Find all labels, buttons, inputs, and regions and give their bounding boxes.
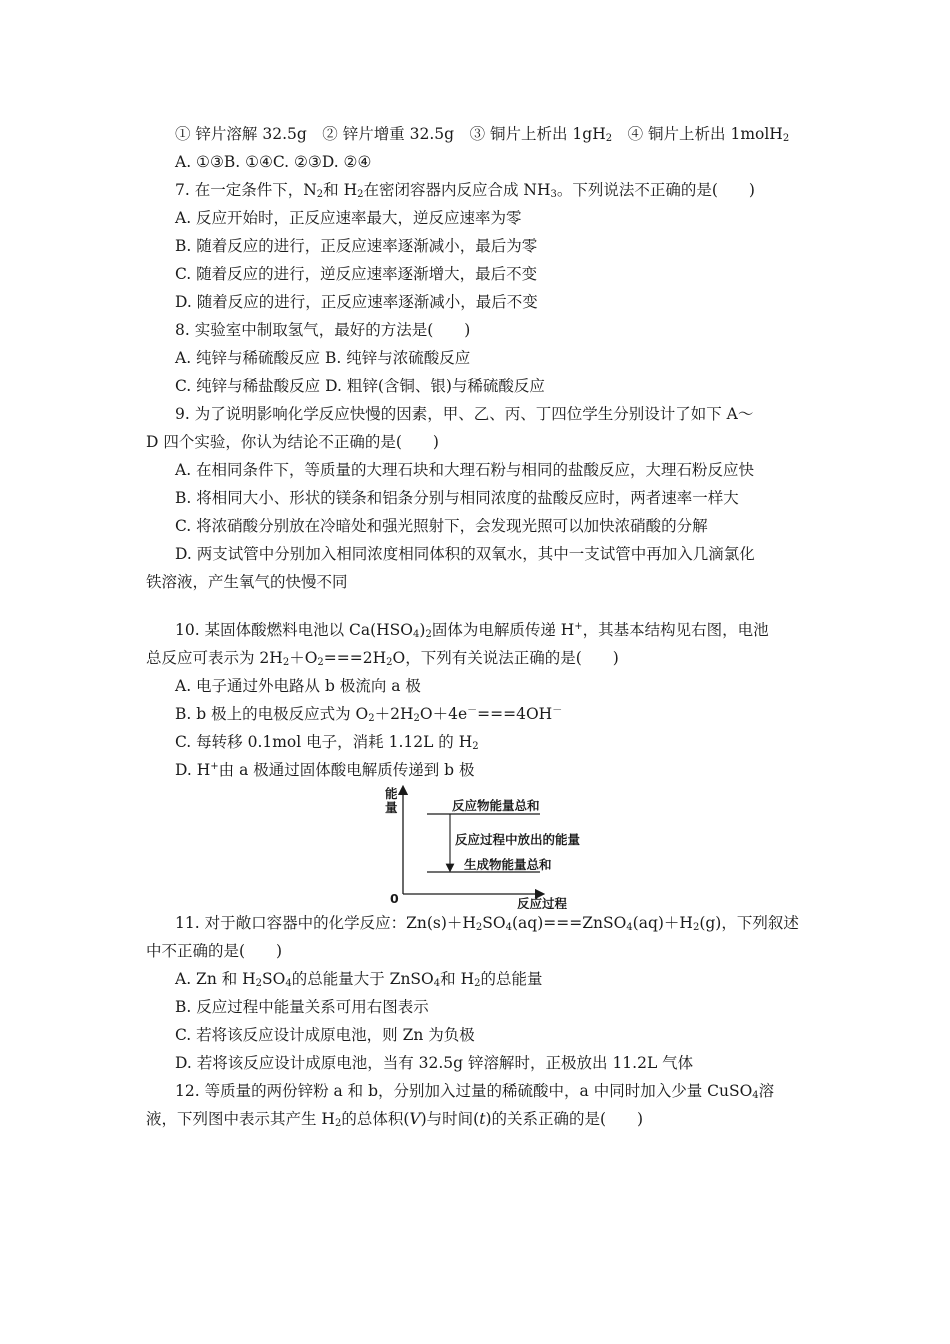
y-axis-label-2: 量 — [385, 800, 398, 815]
q11-option-d: D. 若将该反应设计成原电池，当有 32.5g 锌溶解时，正极放出 11.2L 气体 — [175, 1054, 694, 1072]
q9-option-b: B. 将相同大小、形状的镁条和铝条分别与相同浓度的盐酸反应时，两者速率一样大 — [175, 489, 739, 507]
q11-option-c: C. 若将该反应设计成原电池，则 Zn 为负极 — [175, 1026, 475, 1044]
q12-stem-cont: 液，下列图中表示其产生 $H_2$的总体积(V)与时间(t)的关系正确的是( ) — [146, 1110, 644, 1129]
q9-stem-cont: D 四个实验，你认为结论不正确的是( ) — [146, 433, 439, 451]
document-page — [146, 120, 810, 1133]
q7-option-b: B. 随着反应的进行，正反应速率逐渐减小，最后为零 — [175, 237, 538, 255]
q7-stem: 7. 在一定条件下，$N_2$和 $H_2$在密闭容器内反应合成 $NH_3$。下列说法不正确的是( ) — [175, 181, 755, 200]
q11-stem: 11. 对于敞口容器中的化学反应：$Zn(s)+H_2SO_4(aq)===ZnSO_4(aq)+H_2(g)$，下列叙述 — [175, 914, 799, 933]
q8-stem: 8. 实验室中制取氢气，最好的方法是( ) — [175, 321, 471, 339]
q10-stem: 10. 某固体酸燃料电池以 $Ca(HSO_4)_2$固体为电解质传递 H+，其基本结构见右图，电池 — [175, 621, 769, 640]
q12-stem: 12. 等质量的两份锌粉 a 和 b，分别加入过量的稀硫酸中，a 中同时加入少量 CuSO$_4$溶 — [175, 1082, 775, 1101]
q9-option-d-cont: 铁溶液，产生氧气的快慢不同 — [146, 573, 348, 591]
q7-option-a: A. 反应开始时，正反应速率最大，逆反应速率为零 — [175, 209, 522, 227]
products-label: 生成物能量总和 — [464, 857, 552, 872]
q11-stem-cont: 中不正确的是( ) — [146, 942, 283, 960]
released-label: 反应过程中放出的能量 — [455, 832, 581, 847]
q7-option-c: C. 随着反应的进行，逆反应速率逐渐增大，最后不变 — [175, 265, 538, 283]
origin-label: 0 — [390, 891, 399, 906]
q10-stem-cont: 总反应可表示为 $2H_2+O_2===2H_2O$，下列有关说法正确的是( ) — [146, 649, 619, 668]
y-axis-label-1: 能 — [385, 786, 398, 801]
q11-option-a: A. Zn 和 $H_2SO_4$的总能量大于 ZnSO$_4$和 $H_2$的总能量 — [175, 970, 543, 989]
q7-option-d: D. 随着反应的进行，正反应速率逐渐减小，最后不变 — [175, 293, 538, 311]
q11-option-b: B. 反应过程中能量关系可用右图表示 — [175, 998, 429, 1016]
q9-option-d: D. 两支试管中分别加入相同浓度相同体积的双氧水，其中一支试管中再加入几滴氯化 — [175, 545, 755, 563]
q6-choices: A. ①③B. ①④C. ②③D. ②④ — [175, 153, 372, 171]
q10-option-a: A. 电子通过外电路从 b 极流向 a 极 — [175, 677, 421, 695]
q9-option-c: C. 将浓硝酸分别放在冷暗处和强光照射下，会发现光照可以加快浓硝酸的分解 — [175, 517, 708, 535]
energy-diagram — [146, 784, 810, 909]
q10-option-b: B. b 极上的电极反应式为 $O_2+2H_2O+4e^-===4OH^-$ — [175, 705, 563, 724]
q9-stem: 9. 为了说明影响化学反应快慢的因素，甲、乙、丙、丁四位学生分别设计了如下 A～ — [175, 405, 754, 423]
q8-options-cd: C. 纯锌与稀盐酸反应 D. 粗锌(含铜、银)与稀硫酸反应 — [175, 377, 545, 395]
q6-options-line: ① 锌片溶解 32.5g ② 锌片增重 32.5g ③ 铜片上析出 $1gH_2$ ④ 铜片上析出 1molH$_2$ — [175, 125, 790, 144]
q10-option-d: D. H+由 a 极通过固体酸电解质传递到 b 极 — [175, 761, 475, 779]
x-axis-label: 反应过程 — [517, 896, 568, 909]
q8-options-ab: A. 纯锌与稀硫酸反应 B. 纯锌与浓硫酸反应 — [175, 349, 471, 367]
q9-option-a: A. 在相同条件下，等质量的大理石块和大理石粉与相同的盐酸反应，大理石粉反应快 — [175, 461, 755, 479]
energy-diagram-svg — [380, 784, 600, 909]
reactants-label: 反应物能量总和 — [452, 798, 540, 813]
q10-option-c: C. 每转移 0.1mol 电子，消耗 1.12L 的 $H_2$ — [175, 733, 479, 752]
